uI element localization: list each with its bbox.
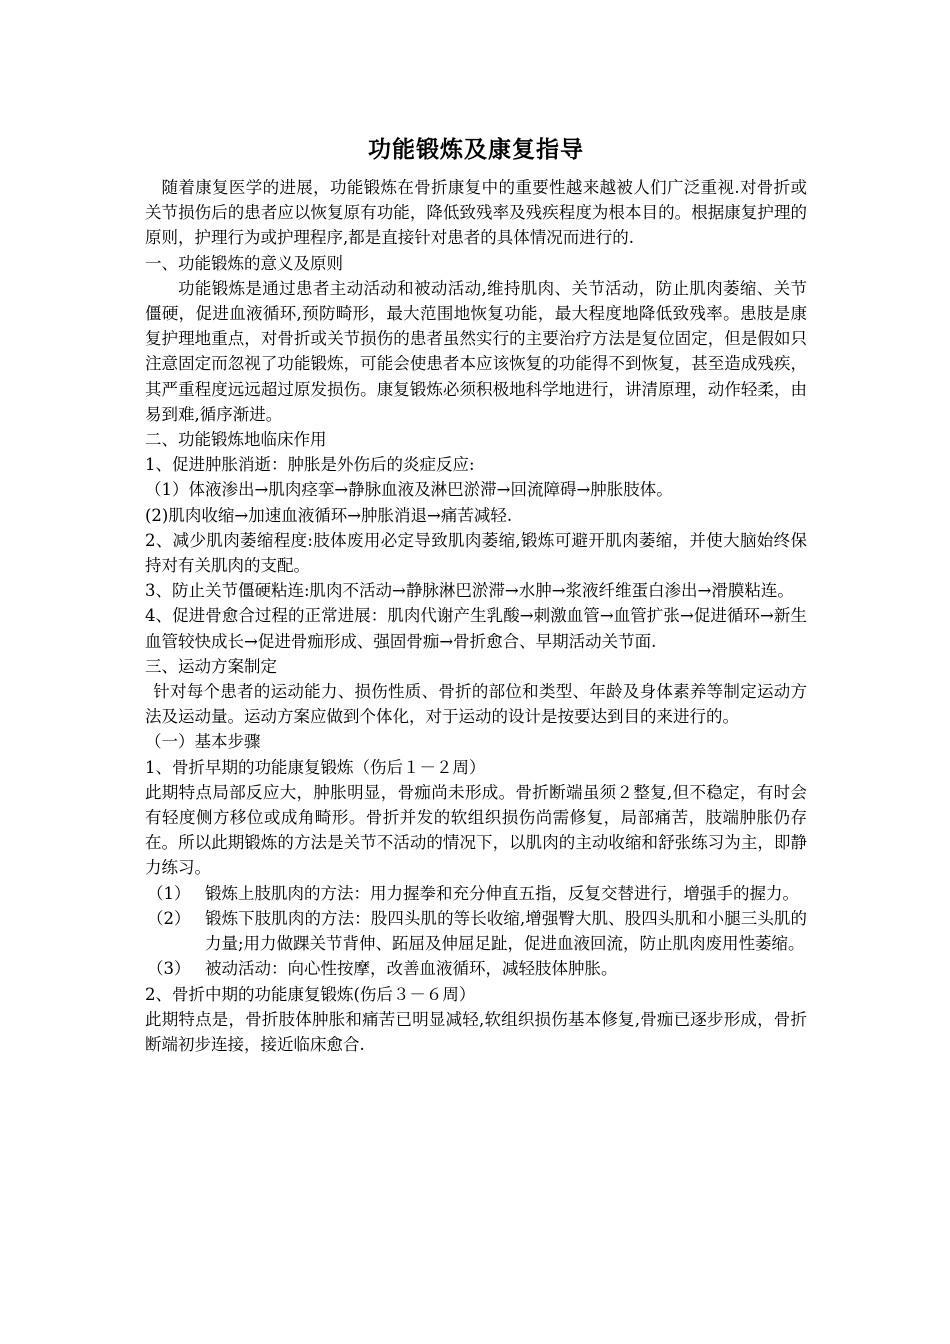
- section-heading-3: 三、运动方案制定: [145, 656, 277, 676]
- point-1: 1、促进肿胀消逝：肿胀是外伤后的炎症反应:: [145, 455, 475, 475]
- section-heading-2: 二、功能锻炼地临床作用: [145, 430, 327, 450]
- early-stage-heading: 1、骨折早期的功能康复锻炼（伤后１－２周）: [145, 757, 486, 777]
- section-3-paragraph: 针对每个患者的运动能力、损伤性质、骨折的部位和类型、年龄及身体素养等制定运动方法及运动量。运动方案应做到个体化，对于运动的设计是按要达到目的来进行的。: [145, 682, 807, 727]
- point-1-sub-2: (2)肌肉收缩→加速血液循环→肿胀消退→痛苦减轻.: [145, 505, 513, 525]
- list-item: [145, 906, 807, 956]
- list-item: [145, 881, 807, 906]
- intro-paragraph: 随着康复医学的进展，功能锻炼在骨折康复中的重要性越来越被人们广泛重视.对骨折或关节损伤后的患者应以恢复原有功能，降低致残率及残疾程度为根本目的。根据康复护理的原则，护理行为或护理程序,都是直接针对患者的具体情况而进行的.: [145, 178, 807, 248]
- section-heading-1: 一、功能锻炼的意义及原则: [145, 253, 343, 273]
- early-stage-paragraph: 此期特点局部反应大，肿胀明显，骨痂尚未形成。骨折断端虽须２整复,但不稳定，有时会有轻度侧方移位或成角畸形。骨折并发的软组织损伤尚需修复，局部痛苦，肢端肿胀仍存在。所以此期锻炼的方法是关节不活动的情况下，以肌肉的主动收缩和舒张练习为主，即静力练习。: [145, 782, 807, 878]
- point-2: 2、减少肌肉萎缩程度:肢体废用必定导致肌肉萎缩,锻炼可避开肌肉萎缩，并使大脑始终保持对有关肌肉的支配。: [145, 530, 807, 576]
- document-title: 功能锻炼及康复指导: [368, 137, 584, 163]
- section-1-paragraph: 功能锻炼是通过患者主动活动和被动活动,维持肌肉、关节活动，防止肌肉萎缩、关节僵硬，促进血液循环,预防畸形，最大范围地恢复功能，最大程度地降低致残率。患肢是康复护理地重点，对骨折或关节损伤的患者虽然实行的主要治疗方法是复位固定，但是假如只注意固定而忽视了功能锻炼，可能会使患者本应该恢复的功能得不到恢复，甚至造成残疾，其严重程度远远超过原发损伤。康复锻炼必须积极地科学地进行，讲清原理，动作轻柔，由易到难,循序渐进。: [145, 278, 807, 424]
- document-page: [145, 131, 807, 1057]
- list-item-number: （1）: [147, 883, 191, 903]
- list-item-text: 锻炼上肢肌肉的方法：用力握拳和充分伸直五指，反复交替进行，增强手的握力。: [205, 883, 799, 903]
- subsection-heading-basic-steps: （一）基本步骤: [145, 732, 261, 752]
- point-1-sub-1: （1）体液渗出→肌肉痉挛→静脉血液及淋巴淤滞→回流障碍→肿胀肢体。: [145, 480, 673, 500]
- list-item-text: 被动活动：向心性按摩，改善血液循环，减轻肢体肿胀。: [205, 959, 618, 979]
- mid-stage-paragraph: 此期特点是，骨折肢体肿胀和痛苦已明显减轻,软组织损伤基本修复,骨痂已逐步形成，骨折断端初步连接，接近临床愈合.: [145, 1009, 807, 1054]
- list-item-text: 锻炼下肢肌肉的方法：股四头肌的等长收缩,增强臀大肌、股四头肌和小腿三头肌的力量;用力做踝关节背伸、跖屈及伸屈足趾，促进血液回流，防止肌肉废用性萎缩。: [205, 908, 807, 954]
- list-item-number: （3）: [147, 959, 191, 979]
- mid-stage-heading: 2、骨折中期的功能康复锻炼(伤后３－６周）: [145, 984, 476, 1004]
- list-item-number: （2）: [147, 908, 191, 928]
- list-item: [145, 956, 807, 981]
- point-4: 4、促进骨愈合过程的正常进展：肌肉代谢产生乳酸→刺激血管→血管扩张→促进循环→新生血管较快成长→促进骨痂形成、强固骨痂→骨折愈合、早期活动关节面.: [145, 606, 807, 651]
- point-3: 3、防止关节僵硬粘连:肌肉不活动→静脉淋巴淤滞→水肿→浆液纤维蛋白渗出→滑膜粘连。: [145, 581, 794, 601]
